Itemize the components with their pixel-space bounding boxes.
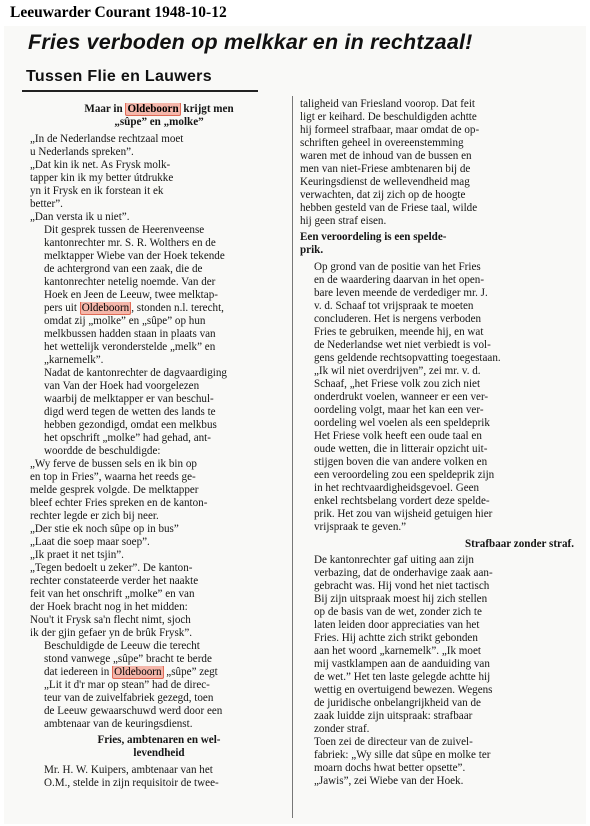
text-line: „Dan versta ik u niet”. [30,211,130,223]
text-line: melktapper Wiebe van der Hoek tekende [44,250,225,262]
text-line: „Tegen bedoelt u zeker”. De kanton- [30,562,193,574]
text-line: schriften geheel in overeenstemming [300,137,464,149]
text-line: Beschuldigde de Leeuw die terecht [44,640,200,652]
section-heading [30,734,288,760]
text-line: Dit gesprek tussen de Heerenveense [44,224,205,236]
text-line: gebracht was. Hij vond het niet tactisch [314,580,490,592]
text-line: Strafbaar zonder straf. [465,538,574,550]
text-line: „Lit it d'r mar op stean” had de direc- [44,679,210,691]
text-line: ligt er keihard. De beschuldigden achtte [300,111,477,123]
text-line: ik der gjin gefaer yn de brûk Frysk”. [30,627,193,639]
text-line: Het Friese volk heeft een oude taal en [314,430,482,442]
text-line: van Van der Hoek had voorgelezen [44,380,200,392]
text-line: u Nederlands spreken”. [30,146,134,158]
text-line: levendheid [133,747,185,759]
text-line: vrijspraak te geven.” [314,521,407,533]
text-line: verwachten, dat zij zich op de hoogte [300,189,466,201]
article-paragraph [30,211,288,224]
text-line: Fries te gebruiken, meende hij, en wat [314,326,484,338]
text-line: Keuringsdienst de wellevendheid mag [300,176,470,188]
text-line: prik. Het zou van wijsheid getuigen hier [314,508,493,520]
text-line: de achtergrond van een zaak, die de [44,263,203,275]
text-line: de juridische onbelangrijkheid van de [314,697,481,709]
article-paragraph [300,554,574,736]
highlighted-term: Oldeboorn [81,302,130,314]
article-paragraph [30,133,288,159]
text-line: „sûpe” en „molke” [114,116,204,128]
text-line: „Jawis”, zei Wiebe van der Hoek. [314,775,464,787]
text-line: „Wy ferve de bussen sels en ik bin op [30,458,197,470]
article-paragraph [300,736,574,775]
text-line: kantonrechter netelig noemde. Van der [44,276,216,288]
article-paragraph [30,523,288,640]
subheadline: Tussen Flie en Lauwers [26,68,212,85]
text-line: de Leeuw gewaarschuwd werd door een [44,705,223,717]
text-line: Bij zijn uitspraak moest hij zich stellen [314,593,488,605]
text-line: woordde de beschuldigde: [44,445,161,457]
text-line: wettig en overtuigend bewezen. Wegens [314,684,493,696]
text-line: het opschrift „molke” had gehad, ant- [44,432,211,444]
article-paragraph [30,159,288,211]
text-line: de Nederlandse wet niet verbiedt is vol- [314,339,491,351]
article-paragraph [30,367,288,458]
text-line: Nadat de kantonrechter de dagvaardiging [44,367,227,379]
article-paragraph [30,224,288,367]
text-line: waarbij de melktapper er van beschul- [44,393,214,405]
text-line: „Der stie ek noch sûpe op in bus” [30,523,179,535]
text-line: Een veroordeling is een spelde- [300,231,447,243]
text-line: rechter legde er zich bij neer. [30,510,159,522]
text-line: op de basis van de wet, zonder zich te [314,606,482,618]
section-heading [300,538,574,551]
text-line: omdat zij „molke” en „sûpe” op hun [44,315,206,327]
text-line: Hoek en Jeen de Leeuw, twee melktap- [44,289,218,301]
text-line: rechter constateerde verder het naakte [30,575,199,587]
text-line: zaak luidde zijn uitspraak: strafbaar [314,710,473,722]
text-line: bare leven meende de verdediger mr. J. [314,287,488,299]
text-line: de wet.” Het ten laste gelegde achtte hij [314,671,491,683]
text-line: bleef echter Fries spreken en de kanton- [30,497,208,509]
text-line: oordeling wel voelen als een speldeprik [314,417,490,429]
source-label: Leeuwarder Courant 1948-10-12 [10,4,227,21]
text-line: zonder straf. [314,723,370,735]
text-line: fabriek: „Wy sille dat sûpe en molke ter [314,749,491,761]
text-line: dat iedereen in Oldeboorn „sûpe” zegt [44,666,218,678]
highlighted-term: Oldeboorn [114,666,162,678]
text-line: digd werd tegen de wetten des lands te [44,406,216,418]
text-line: „Ik praet it net tsjin”. [30,549,124,561]
text-line: verbazing, dat de onderhavige zaak aan- [314,567,493,579]
text-line: moarn dochs hwat better opsette”. [314,762,466,774]
text-line: Op grond van de positie van het Fries [314,261,481,273]
article-paragraph [300,98,574,228]
text-line: better”. [30,198,63,210]
text-line: een veroordeling zou een speldeprik zijn [314,469,495,481]
headline: Fries verboden op melkkar en in rechtzaal! [28,30,473,54]
text-line: stond vanwege „sûpe” bracht te berde [44,653,212,665]
text-line: Mr. H. W. Kuipers, ambtenaar van het [44,764,213,776]
text-line: „Dat kin ik net. As Frysk molk- [30,159,171,171]
text-line: hebben gezondigd, omdat een melkbus [44,419,217,431]
section-heading [300,231,574,257]
text-line: ambtenaar van de keuringsdienst. [44,718,193,730]
text-line: Nou't it Frysk sa'n flecht nimt, sjoch [30,614,191,626]
article-paragraph [300,775,574,788]
text-line: taligheid van Friesland voorop. Dat feit [300,98,475,110]
text-line: en top in Fries”, waarna het reeds ge- [30,471,196,483]
text-line: Maar in Oldeboorn krijgt men [84,103,234,115]
text-line: yn it Frysk en ik forstean it ek [30,185,164,197]
article-paragraph [30,640,288,731]
subheadline-rule [22,90,258,92]
text-line: gens geldende rechtsopvatting toegestaan. [314,352,501,364]
text-line: Fries. Hij achtte zich strikt gebonden [314,632,478,644]
text-line: „karnemelk”. [44,354,104,366]
right-column [300,98,574,788]
text-line: laten leiden door appreciaties van het [314,619,480,631]
text-line: en de waardering daarvan in het open- [314,274,485,286]
article-paragraph [300,261,574,534]
text-line: onderdrukt voelen, wanneer er een ver- [314,391,489,403]
text-line: pers uit Oldeboorn , stonden n.l. terecht, [44,302,224,314]
text-line: Fries, ambtenaren en wel- [97,734,221,746]
text-line: „Ik wil niet overdrijven”, zei mr. v. d. [314,365,481,377]
text-line: waren met de inhoud van de bussen en [300,150,472,162]
text-line: v. d. Schaaf tot vrijspraak te moeten [314,300,474,312]
article-paragraph [30,764,288,790]
left-column [30,100,288,790]
text-line: melde gesprek volgde. De melktapper [30,484,199,496]
text-line: „In de Nederlandse rechtzaal moet [30,133,184,145]
text-line: feit van het onschrift „molke” en van [30,588,195,600]
text-line: hij formeel strafbaar, maar omdat de op- [300,124,480,136]
text-line: De kantonrechter gaf uiting aan zijn [314,554,474,566]
text-line: tapper kin ik my better útdrukke [30,172,174,184]
text-line: hebben gesteld van de Friese taal, wilde [300,202,478,214]
text-line: het wettelijk veronderstelde „melk” en [44,341,216,353]
text-line: O.M., stelde in zijn requisitoir de twee- [44,777,219,789]
text-line: aan het woord „karnemelk”. „Ik moet [314,645,481,657]
text-line: Schaaf, „het Friese volk zou zich niet [314,378,481,390]
text-line: melkbussen hadden staan in plaats van [44,328,216,340]
text-line: prik. [300,244,324,256]
text-line: oordeling volgt, maar het kan een ver- [314,404,484,416]
text-line: teur van de zuivelfabriek gezegd, toen [44,692,214,704]
text-line: Toen zei de directeur van de zuivel- [314,736,473,748]
text-line: kantonrechter mr. S. R. Wolthers en de [44,237,216,249]
text-line: hij geen straf eisen. [300,215,387,227]
text-line: „Laat die soep maar soep”. [30,536,150,548]
article-paragraph [30,458,288,523]
text-line: in het rechtvaardigheidsgevoel. Geen [314,482,480,494]
text-line: oude wetten, die in litterair opzicht uit- [314,443,488,455]
text-line: mij vastklampen aan de aanduiding van [314,658,490,670]
section-heading [30,103,288,129]
text-line: men van niet-Friese ambtenaren bij de [300,163,471,175]
text-line: stijgen boven die van andere volken en [314,456,488,468]
text-line: enkel rechtsbelang vordert deze spelde- [314,495,490,507]
text-line: der Hoek bracht nog in het midden: [30,601,188,613]
text-line: concluderen. Het is nergens verboden [314,313,482,325]
column-divider [292,96,293,818]
highlighted-term: Oldeboorn [127,103,179,115]
